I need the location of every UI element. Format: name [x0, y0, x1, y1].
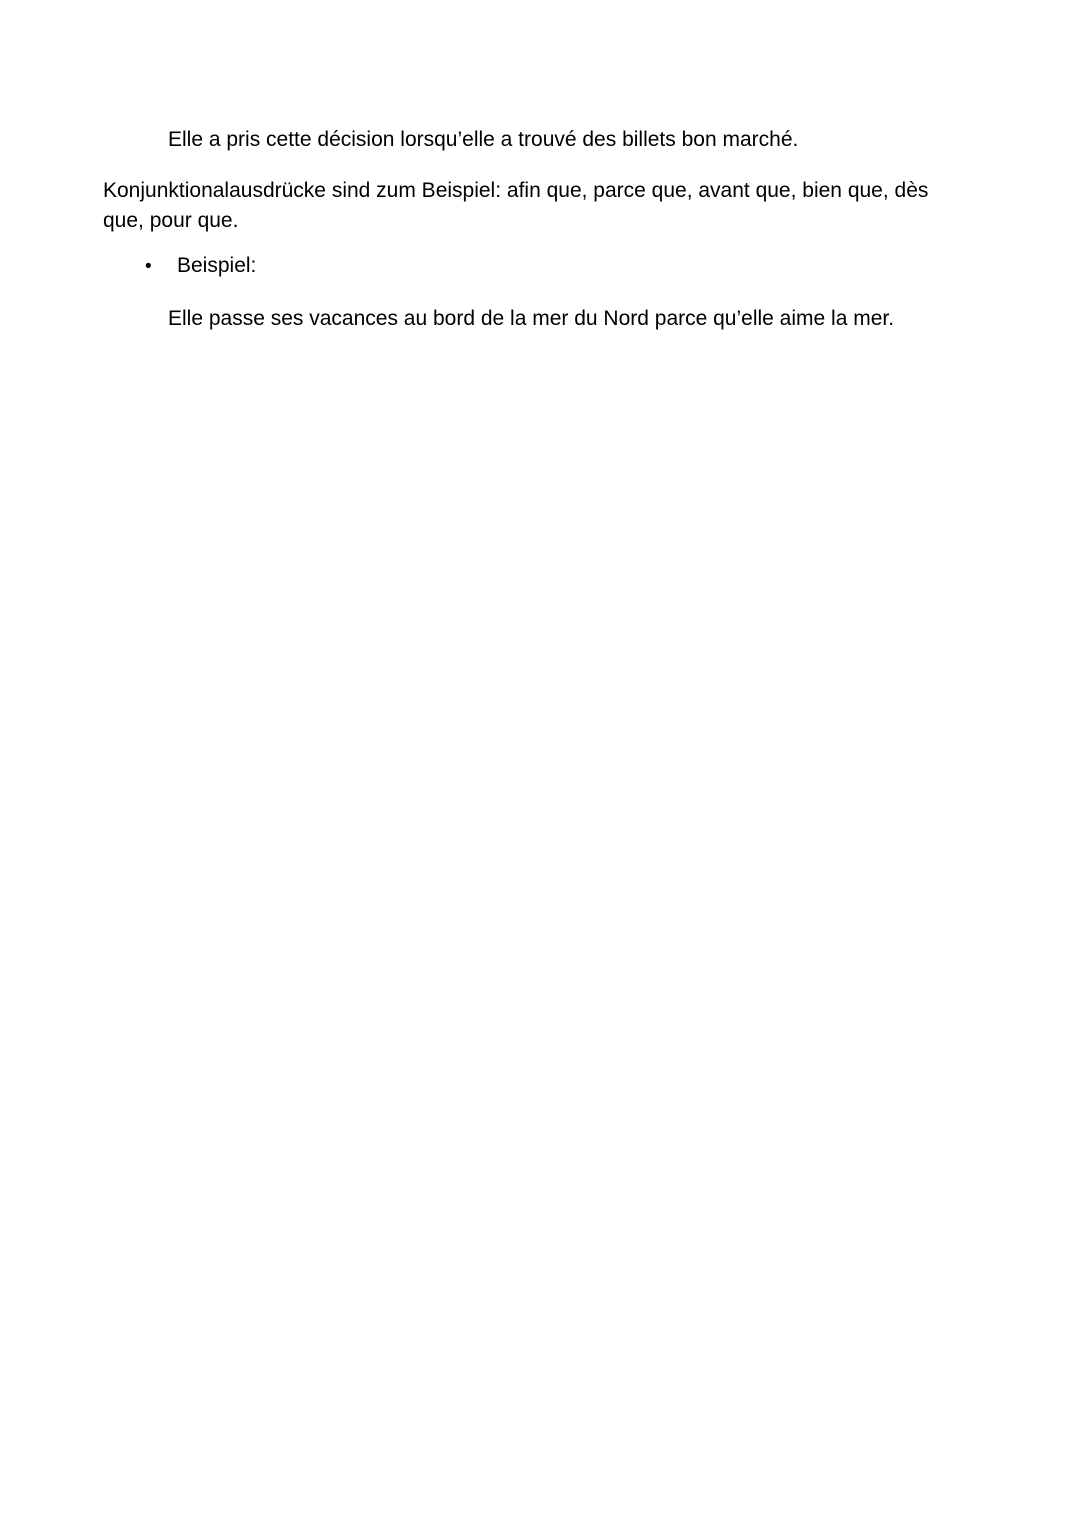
- example-sentence-parce-que: Elle passe ses vacances au bord de la mer du Nord parce qu’elle aime la mer.: [168, 307, 895, 330]
- example-sentence-lorsque: Elle a pris cette décision lorsqu’elle a trouvé des billets bon marché.: [168, 128, 799, 151]
- bullet-icon: •: [145, 256, 152, 277]
- bullet-list-item: [145, 251, 962, 282]
- paragraph-konjunktionalausdruecke: Konjunktionalausdrücke sind zum Beispiel: afin que, parce que, avant que, bien que, dès que, pour que.: [103, 179, 929, 232]
- bullet-label-beispiel: Beispiel:: [177, 254, 257, 277]
